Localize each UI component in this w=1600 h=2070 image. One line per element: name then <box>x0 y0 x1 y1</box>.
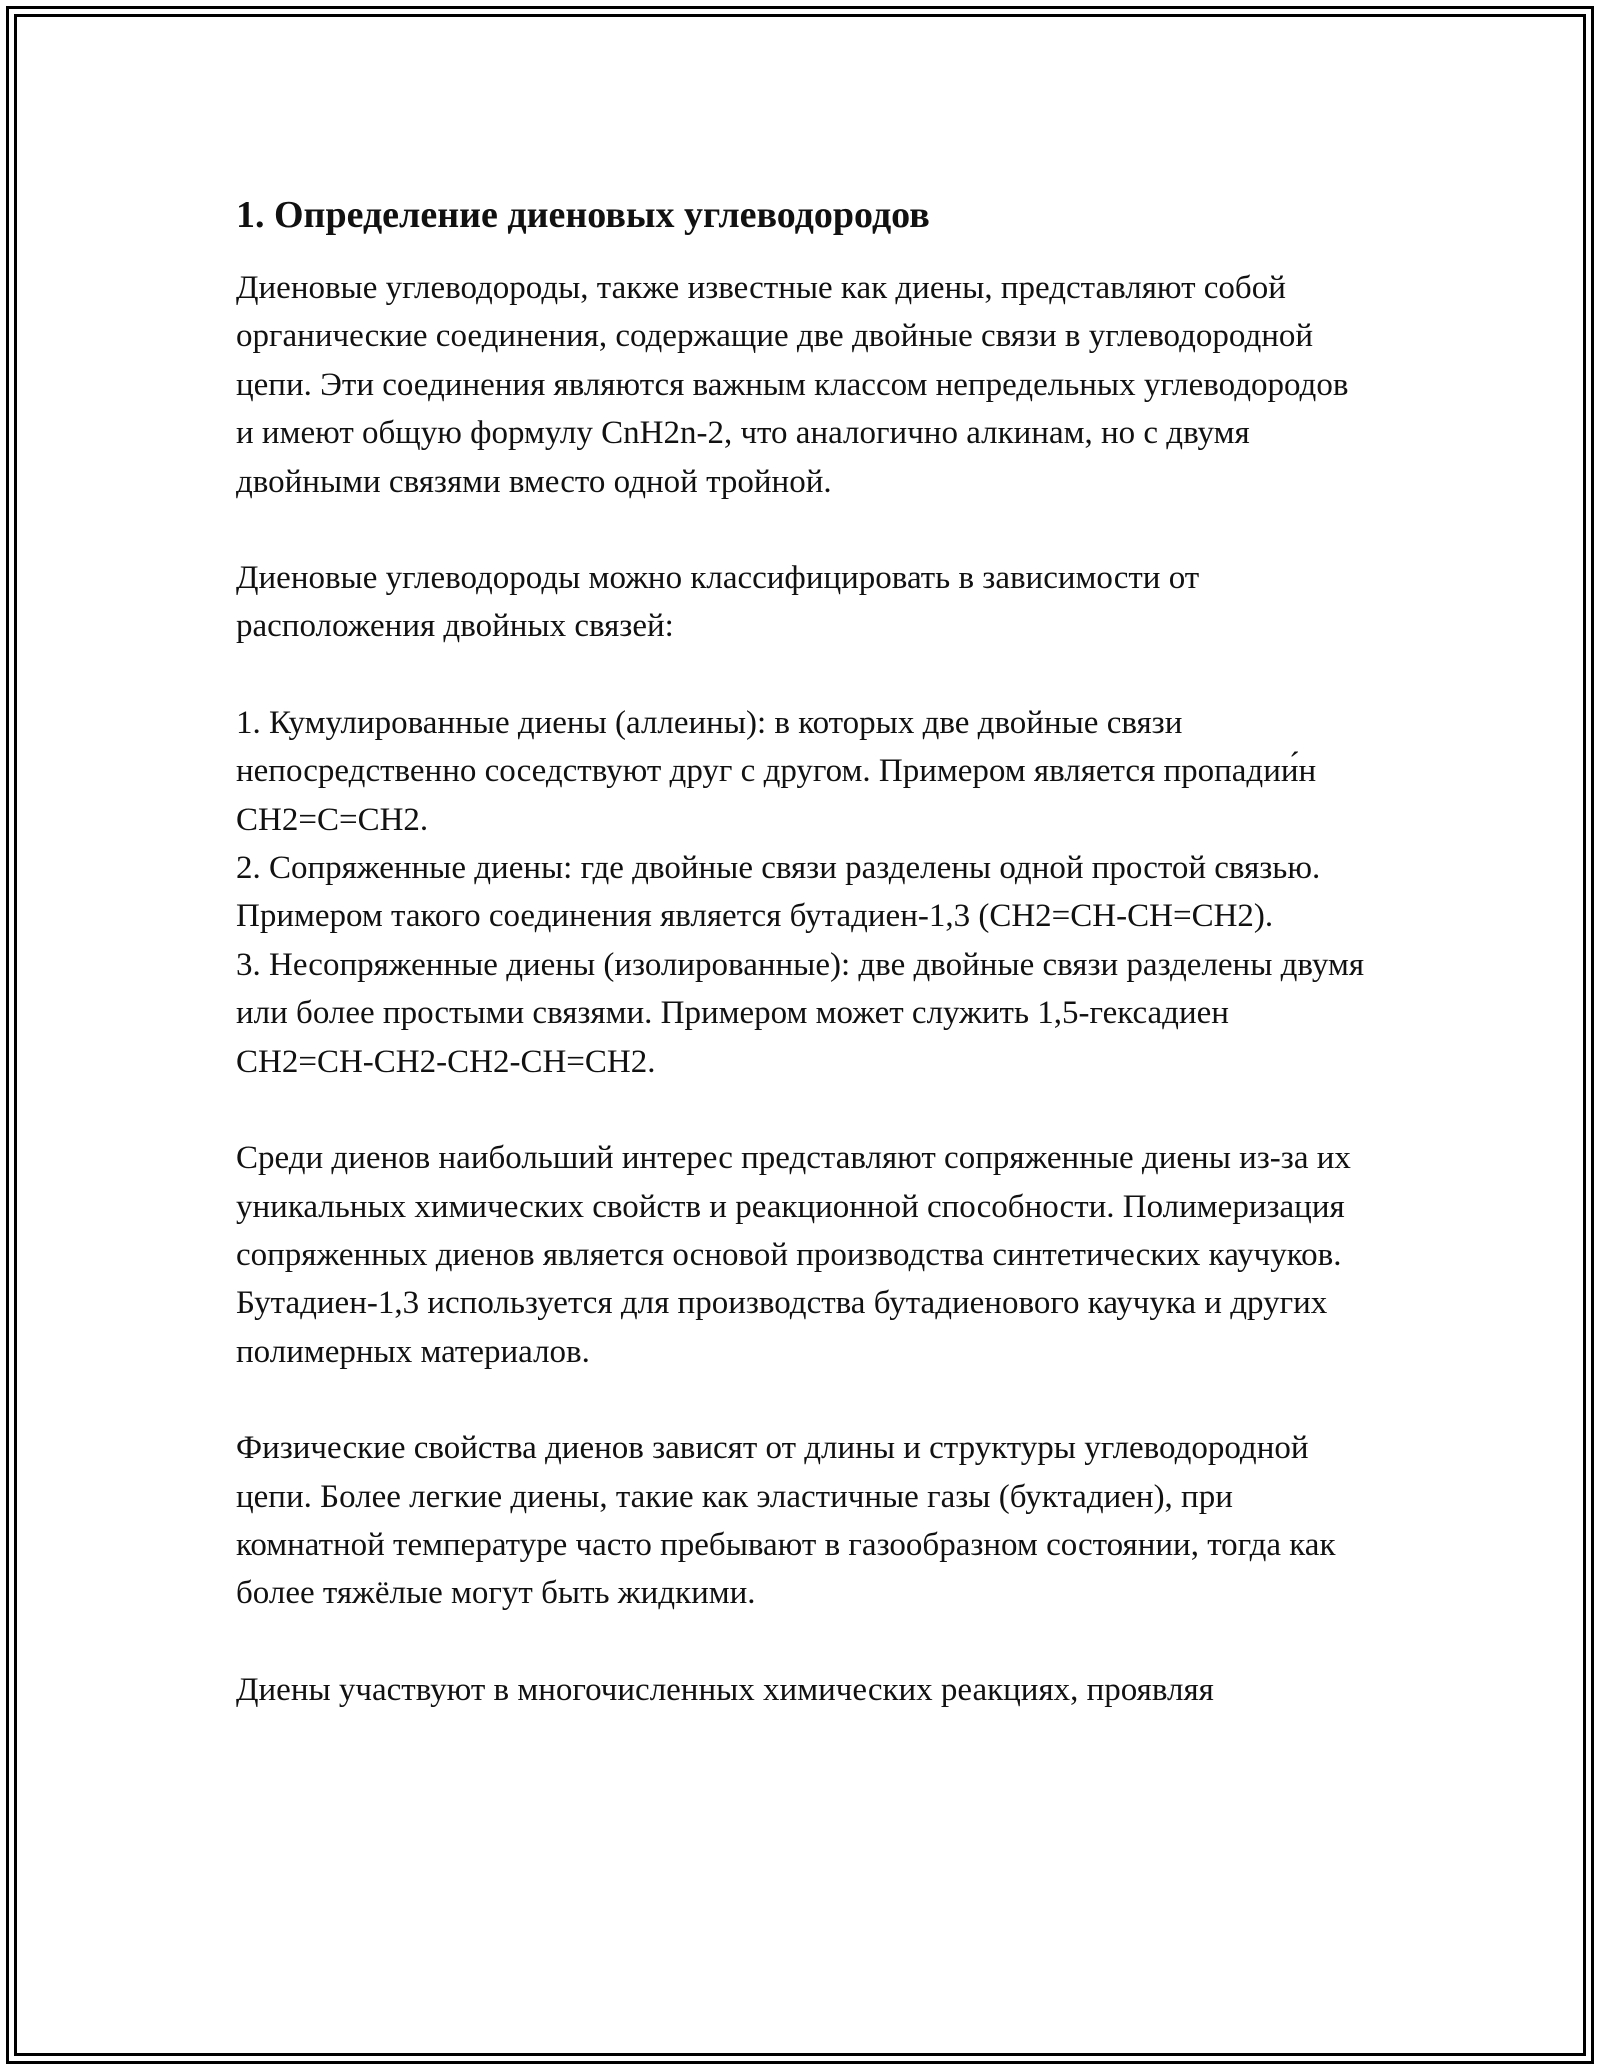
paragraph-definition: Диеновые углеводороды, также известные как диены, представляют собой органические соединения, содержащие две двойные связи в углеводородной цепи. Эти соединения являются важным классом непредельных углеводородов и имеют общую формулу CnH2n-2, что аналогично алкинам, но с двумя двойными связями вместо одной тройной. <box>236 270 1349 500</box>
section-heading: 1. Определение диеновых углеводородов <box>236 194 930 236</box>
paragraph-reactions: Диены участвуют в многочисленных химических реакциях, проявляя <box>236 1671 1214 1708</box>
paragraph-physical-properties: Физические свойства диенов зависят от длины и структуры углеводородной цепи. Более легкие диены, такие как эластичные газы (буктадиен), при комнатной температуре часто пребывают в газообразном состоянии, тогда как более тяжёлые могут быть жидкими. <box>236 1430 1336 1612</box>
paragraph-conjugated-dienes: Среди диенов наибольший интерес представляют сопряженные диены из-за их уникальных химических свойств и реакционной способности. Полимеризация сопряженных диенов является основой производства синтетических каучуков. Бутадиен-1,3 используется для производства бутадиенового каучука и других полимерных материалов. <box>236 1140 1351 1370</box>
document-body <box>236 186 1366 1762</box>
paragraph-classification-intro: Диеновые углеводороды можно классифицировать в зависимости от расположения двойных связей: <box>236 560 1200 645</box>
paragraph-classification-list: 1. Кумулированные диены (аллеины): в которых две двойные связи непосредственно соседствуют друг с другом. Примером является пропадии́н CH2=C=CH2. 2. Сопряженные диены: где двойные связи разделены одной простой связью. Примером такого соединения является бутадиен-1,3 (CH2=CH-CH=CH2). 3. Несопряженные диены (изолированные): две двойные связи разделены двумя или более простыми связями. Примером может служить 1,5-гексадиен CH2=CH-CH2-CH2-CH=CH2. <box>236 704 1365 1080</box>
